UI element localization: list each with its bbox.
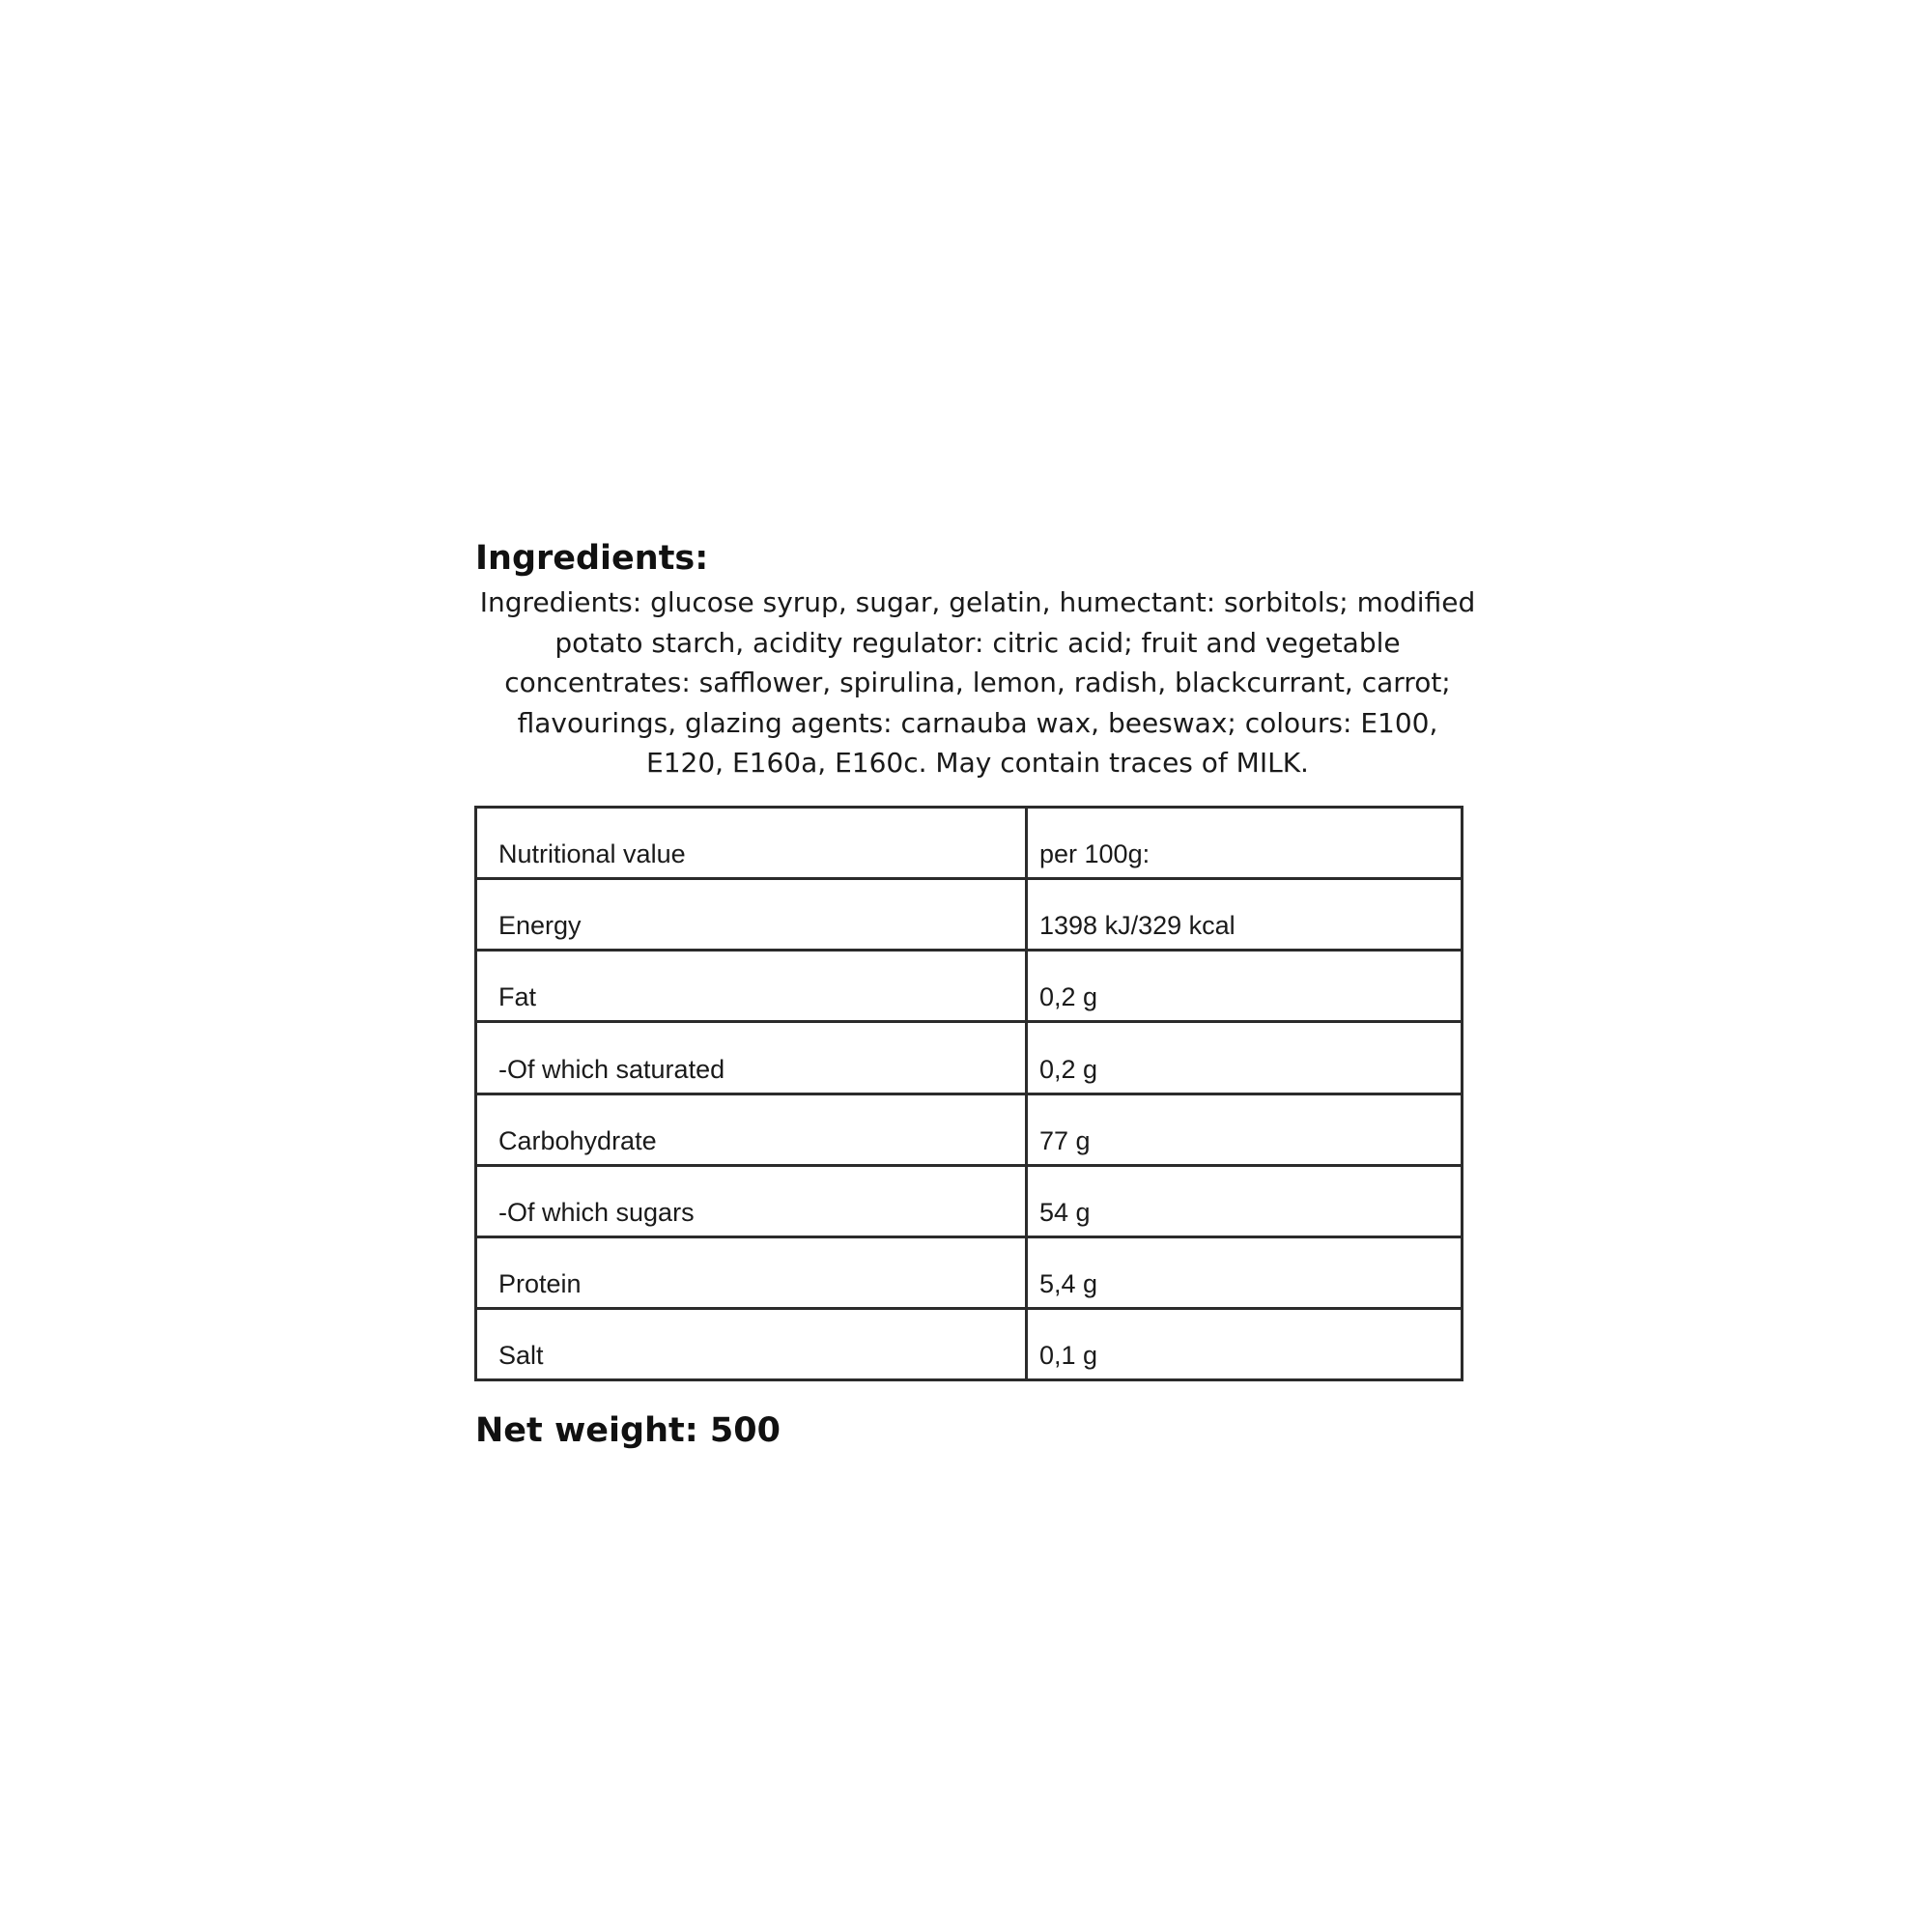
table-row	[476, 1022, 1463, 1094]
table-row	[476, 879, 1463, 951]
nutrient-value: 0,1 g	[1027, 1308, 1463, 1379]
table-header-row	[476, 808, 1463, 879]
table-row	[476, 951, 1463, 1022]
table-row	[476, 1094, 1463, 1165]
nutrient-name: Protein	[476, 1236, 1027, 1308]
nutrient-value: 1398 kJ/329 kcal	[1027, 879, 1463, 951]
net-weight-text: Net weight: 500	[475, 1411, 781, 1450]
table-header-value: per 100g:	[1027, 808, 1463, 879]
nutrient-value: 54 g	[1027, 1165, 1463, 1236]
ingredients-section	[475, 536, 1480, 783]
nutrient-name: Energy	[476, 879, 1027, 951]
nutrient-name: -Of which saturated	[476, 1022, 1027, 1094]
nutrient-name: Fat	[476, 951, 1027, 1022]
ingredients-text: Ingredients: glucose syrup, sugar, gelatin, humectant: sorbitols; modified potato starch, acidity regulator: citric acid; fruit and vegetable concentrates: safflower, spirulina, lemon, radish, blackcurrant, carrot; flavourings, glazing agents: carnauba wax, beeswax; colours: E100, E120, E160a, E160c. May contain traces of MILK.	[479, 586, 1476, 779]
table-row	[476, 1308, 1463, 1379]
nutrient-name: -Of which sugars	[476, 1165, 1027, 1236]
nutrition-table	[474, 806, 1463, 1381]
nutrient-name: Carbohydrate	[476, 1094, 1027, 1165]
nutrient-value: 0,2 g	[1027, 951, 1463, 1022]
net-weight-cut-text	[475, 1408, 862, 1450]
nutrient-value: 77 g	[1027, 1094, 1463, 1165]
nutrient-name: Salt	[476, 1308, 1027, 1379]
nutrient-value: 5,4 g	[1027, 1236, 1463, 1308]
ingredients-heading: Ingredients:	[475, 539, 709, 578]
table-row	[476, 1165, 1463, 1236]
table-row	[476, 1236, 1463, 1308]
nutrient-value: 0,2 g	[1027, 1022, 1463, 1094]
table-header-name: Nutritional value	[476, 808, 1027, 879]
